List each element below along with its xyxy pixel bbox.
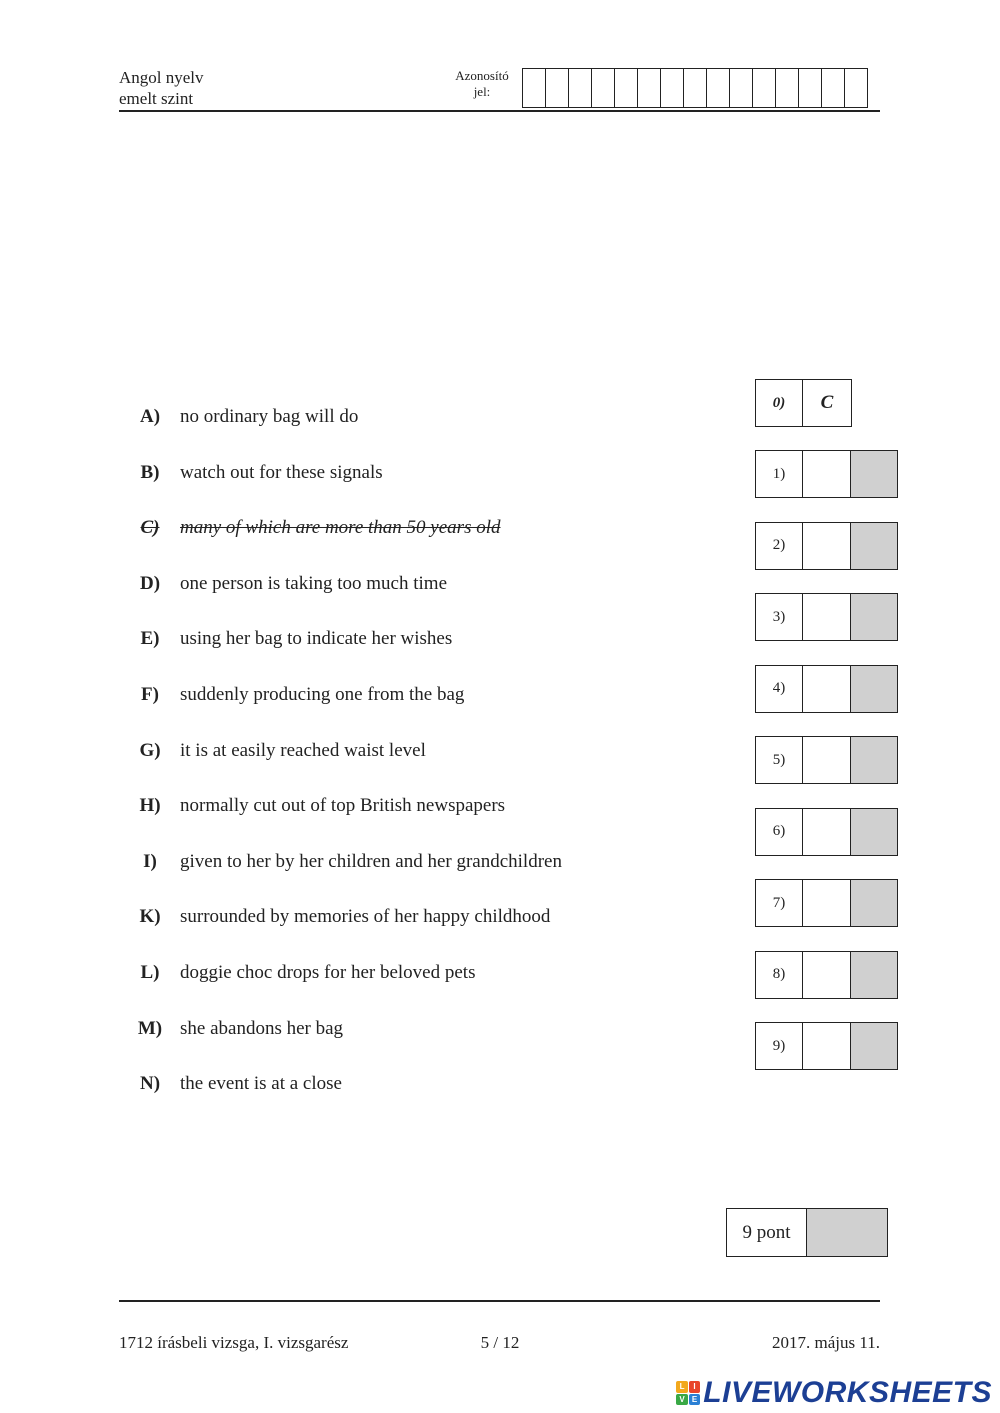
answer-box [755,736,898,784]
answer-score-cell [851,880,897,926]
option-text: normally cut out of top British newspapers [180,795,506,817]
score-box [726,1208,888,1257]
liveworksheets-logo [676,1376,992,1410]
answer-number: 2) [756,523,803,569]
answer-number: 1) [756,451,803,497]
answer-score-cell [851,952,897,998]
option-text: the event is at a close [180,1073,342,1095]
answer-input[interactable] [803,809,851,855]
option-item [130,460,383,486]
answer-score-cell [851,451,897,497]
header-rule [119,110,880,112]
id-cell[interactable] [638,69,661,107]
answer-number: 7) [756,880,803,926]
id-cell[interactable] [684,69,707,107]
id-cell[interactable] [753,69,776,107]
logo-letter-tile: E [689,1394,701,1406]
liveworksheets-text: LIVEWORKSHEETS [703,1376,992,1409]
answer-score-cell [851,809,897,855]
id-cell[interactable] [523,69,546,107]
option-item [130,404,358,430]
answer-number: 4) [756,666,803,712]
id-cell[interactable] [661,69,684,107]
answer-box [755,450,898,498]
option-text: watch out for these signals [180,461,383,483]
id-label [444,68,520,100]
score-label: 9 pont [727,1209,807,1256]
option-item [130,571,447,597]
option-letter: H) [139,795,161,817]
option-text: one person is taking too much time [180,572,448,594]
example-answer-value: C [820,392,834,413]
option-letter: D) [139,572,161,594]
option-item [130,793,505,819]
answer-box [755,1022,898,1070]
option-item [130,1071,342,1097]
answer-number: 6) [756,809,803,855]
subject-title [119,67,204,109]
option-item [130,626,452,652]
subject-line-2: emelt szint [119,89,194,108]
id-cell[interactable] [707,69,730,107]
option-text: many of which are more than 50 years old [180,517,501,539]
exam-date: 2017. május 11. [772,1333,880,1352]
answer-number: 0) [756,380,803,426]
option-text: suddenly producing one from the bag [180,684,465,705]
option-item [130,515,501,541]
answer-input[interactable] [803,451,851,497]
option-letter: F) [141,684,159,705]
id-cell[interactable] [546,69,569,107]
option-letter: L) [140,962,160,983]
option-letter: I) [143,850,157,872]
answer-box [755,665,898,713]
option-letter: E) [140,628,160,650]
score-field[interactable] [807,1209,887,1256]
answer-score-cell [851,523,897,569]
option-letter: C) [140,517,160,539]
option-text: doggie choc drops for her beloved pets [180,962,476,983]
answer-score-cell [851,666,897,712]
answer-box [755,808,898,856]
exam-code: 1712 írásbeli vizsga, I. vizsgarész [119,1333,349,1352]
id-cell[interactable] [776,69,799,107]
option-text: it is at easily reached waist level [180,739,426,761]
id-cells [522,68,868,108]
logo-letter-tile: V [676,1394,688,1406]
answer-input[interactable] [803,880,851,926]
id-cell[interactable] [592,69,615,107]
option-item [130,904,550,930]
id-cell[interactable] [845,69,868,107]
answer-number: 9) [756,1023,803,1069]
id-label-line-1: Azonosító [455,68,509,83]
logo-letter-tile: I [689,1381,701,1393]
answer-input[interactable] [803,1023,851,1069]
answer-box [755,593,898,641]
example-answer-box [755,379,852,427]
answer-input[interactable] [803,666,851,712]
answer-number: 5) [756,737,803,783]
answer-input[interactable] [803,737,851,783]
answer-input[interactable] [803,523,851,569]
liveworksheets-icon [676,1381,700,1405]
answer-number: 8) [756,952,803,998]
answer-box [755,879,898,927]
option-letter: B) [140,461,160,483]
option-item [130,849,562,875]
answer-number: 3) [756,594,803,640]
id-cell[interactable] [799,69,822,107]
id-cell[interactable] [822,69,845,107]
option-letter: K) [139,906,161,928]
option-letter: M) [137,1017,163,1039]
option-item [130,1016,343,1042]
answer-score-cell [851,594,897,640]
option-item [130,960,475,986]
option-letter: G) [139,739,161,761]
option-text: no ordinary bag will do [180,406,359,427]
option-letter: N) [139,1073,161,1095]
answer-score-cell [851,737,897,783]
footer-rule [119,1300,880,1302]
option-text: surrounded by memories of her happy childhood [180,906,551,928]
answer-input[interactable] [803,952,851,998]
answer-input[interactable] [803,594,851,640]
id-cell[interactable] [615,69,638,107]
logo-letter-tile: L [676,1381,688,1393]
subject-line-1: Angol nyelv [119,68,204,87]
option-text: she abandons her bag [180,1017,344,1039]
option-item [130,682,464,708]
option-item [130,738,426,764]
option-text: using her bag to indicate her wishes [180,628,453,650]
id-label-line-2: jel: [473,84,491,99]
page-number: 5 / 12 [480,1333,520,1352]
option-text: given to her by her children and her grandchildren [180,850,562,872]
answer-box [755,522,898,570]
answer-box [755,951,898,999]
answer-score-cell [851,1023,897,1069]
id-cell[interactable] [730,69,753,107]
id-cell[interactable] [569,69,592,107]
option-letter: A) [139,406,161,427]
